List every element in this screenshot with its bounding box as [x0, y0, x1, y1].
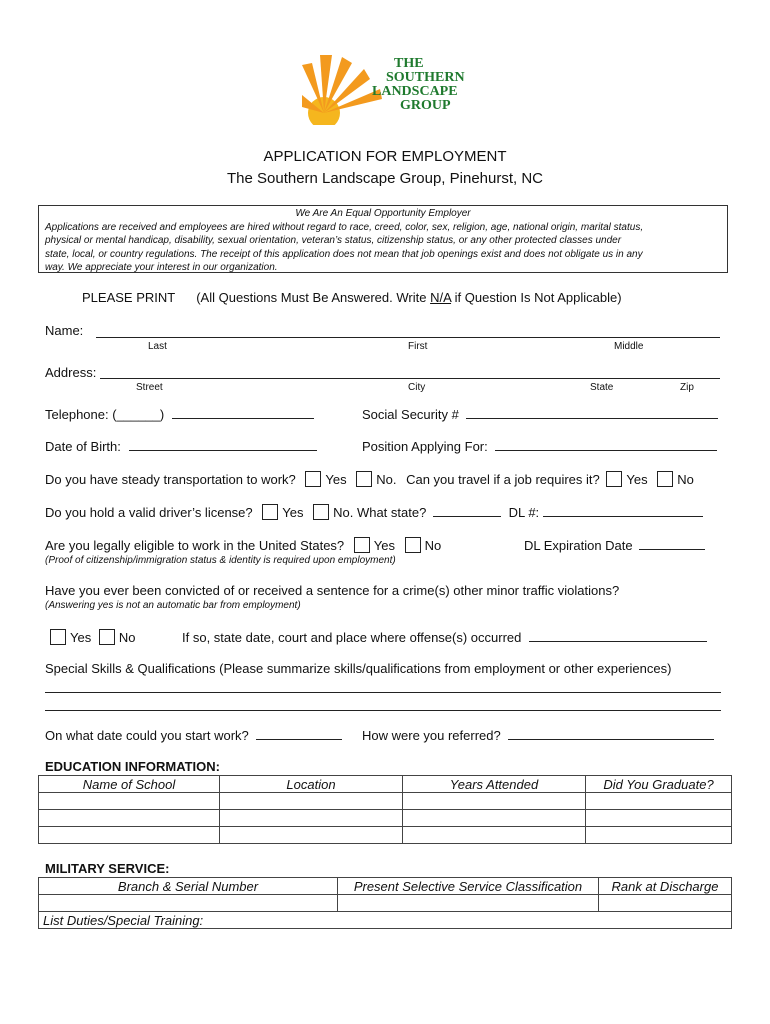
eeo-notice-line: Applications are received and employees are hired without regard to race, creed, color, sex, religion, age, national origin, marital status,: [45, 221, 644, 233]
table-cell[interactable]: [220, 827, 403, 844]
education-header-location: Location: [220, 776, 403, 793]
eligible-question: Are you legally eligible to work in the United States?: [45, 538, 345, 553]
license-state-field[interactable]: [433, 504, 501, 517]
license-yes-checkbox[interactable]: [262, 504, 278, 520]
table-row: [39, 912, 732, 929]
please-print-label: PLEASE PRINT: [82, 290, 175, 305]
table-cell[interactable]: [586, 827, 732, 844]
table-cell[interactable]: [39, 827, 220, 844]
travel-yes-label: Yes: [626, 472, 648, 487]
dob-label: Date of Birth:: [45, 439, 121, 454]
logo-text-southern: SOUTHERN: [386, 70, 465, 85]
eeo-notice-line: state, local, or country regulations. The receipt of this application does not mean that job openings exist and does not obligate us in any: [45, 248, 643, 260]
military-header-branch: Branch & Serial Number: [39, 878, 338, 895]
address-zip-caption: Zip: [680, 382, 694, 393]
dl-number-label: DL #:: [508, 505, 540, 520]
skills-label: Special Skills & Qualifications (Please summarize skills/qualifications from employment or other experiences): [45, 661, 672, 676]
page-subtitle: The Southern Landscape Group, Pinehurst, NC: [226, 170, 544, 187]
conviction-no-checkbox[interactable]: [99, 629, 115, 645]
transport-question: Do you have steady transportation to work?: [45, 472, 296, 487]
education-header-school: Name of School: [39, 776, 220, 793]
travel-question: Can you travel if a job requires it?: [406, 472, 600, 487]
position-field[interactable]: [495, 438, 717, 451]
dl-expiration-field[interactable]: [639, 537, 705, 550]
eeo-notice-title: We Are An Equal Opportunity Employer: [295, 208, 471, 219]
military-duties-cell[interactable]: [39, 912, 732, 929]
table-row: [39, 895, 732, 912]
company-logo: [302, 55, 470, 125]
transport-yes-checkbox[interactable]: [305, 471, 321, 487]
military-header-rank: Rank at Discharge: [599, 878, 732, 895]
table-cell[interactable]: [586, 810, 732, 827]
education-table: [38, 775, 732, 844]
transport-no-checkbox[interactable]: [356, 471, 372, 487]
skills-field-line-1[interactable]: [45, 692, 721, 693]
eligible-no-label: No: [424, 538, 442, 553]
eligible-yes-checkbox[interactable]: [354, 537, 370, 553]
address-city-caption: City: [408, 382, 426, 393]
referred-field[interactable]: [508, 727, 714, 740]
referred-label: How were you referred?: [362, 728, 501, 743]
conviction-yes-label: Yes: [70, 630, 92, 645]
address-state-caption: State: [590, 382, 614, 393]
conviction-question: Have you ever been convicted of or received a sentence for a crime(s) other minor traffic violations?: [45, 583, 620, 598]
eeo-notice-line: physical or mental handicap, disability, sexual orientation, veteran’s status, citizenship status, or any other protected classes under: [45, 235, 622, 246]
logo-text-the: THE: [394, 56, 424, 71]
transport-no-label: No.: [376, 472, 397, 487]
table-cell[interactable]: [39, 810, 220, 827]
dob-field[interactable]: [129, 438, 317, 451]
military-duties-label: List Duties/Special Training:: [43, 912, 204, 928]
name-label: Name:: [45, 323, 84, 338]
name-field[interactable]: [96, 337, 720, 338]
table-cell[interactable]: [403, 827, 586, 844]
table-cell[interactable]: [39, 793, 220, 810]
conviction-no-label: No: [118, 630, 136, 645]
address-field[interactable]: [100, 378, 720, 379]
military-title: MILITARY SERVICE:: [45, 861, 170, 876]
dl-number-field[interactable]: [543, 504, 703, 517]
conviction-yes-checkbox[interactable]: [50, 629, 66, 645]
table-cell[interactable]: [403, 810, 586, 827]
education-title: EDUCATION INFORMATION:: [45, 759, 220, 774]
eligible-no-checkbox[interactable]: [405, 537, 421, 553]
eligible-yes-label: Yes: [373, 538, 396, 553]
table-cell[interactable]: [586, 793, 732, 810]
address-label: Address:: [45, 365, 97, 380]
table-row: [39, 827, 732, 844]
table-cell[interactable]: [338, 895, 599, 912]
transport-yes-label: Yes: [325, 472, 347, 487]
table-row: [39, 793, 732, 810]
name-last-caption: Last: [148, 341, 167, 352]
military-header-classification: Present Selective Service Classification: [338, 878, 599, 895]
travel-no-checkbox[interactable]: [657, 471, 673, 487]
table-cell[interactable]: [39, 895, 338, 912]
telephone-label: Telephone: (______): [45, 407, 165, 422]
position-label: Position Applying For:: [362, 439, 488, 454]
license-question: Do you hold a valid driver’s license?: [45, 505, 253, 520]
ssn-field[interactable]: [466, 406, 718, 419]
education-header-graduate: Did You Graduate?: [586, 776, 732, 793]
name-first-caption: First: [408, 341, 428, 352]
license-no-checkbox[interactable]: [313, 504, 329, 520]
education-header-years: Years Attended: [403, 776, 586, 793]
license-state-label: No. What state?: [333, 505, 427, 520]
military-table: [38, 877, 732, 929]
logo-text-group: GROUP: [400, 98, 451, 113]
travel-yes-checkbox[interactable]: [606, 471, 622, 487]
table-cell[interactable]: [220, 793, 403, 810]
table-cell[interactable]: [599, 895, 732, 912]
conviction-note: (Answering yes is not an automatic bar from employment): [45, 600, 301, 611]
ssn-label: Social Security #: [362, 407, 459, 422]
start-date-label: On what date could you start work?: [45, 728, 249, 743]
conviction-details-field[interactable]: [529, 629, 707, 642]
telephone-field[interactable]: [172, 406, 314, 419]
travel-no-label: No: [677, 472, 694, 487]
page-title: APPLICATION FOR EMPLOYMENT: [263, 148, 507, 165]
instructions: [82, 290, 622, 305]
instructions-rule: (All Questions Must Be Answered. Write N/A if Question Is Not Applicable): [196, 290, 622, 305]
eeo-notice-box: [38, 205, 728, 273]
logo-text-landscape: LANDSCAPE: [372, 84, 458, 99]
table-cell[interactable]: [220, 810, 403, 827]
table-cell[interactable]: [403, 793, 586, 810]
conviction-details-label: If so, state date, court and place where offense(s) occurred: [182, 630, 522, 645]
name-middle-caption: Middle: [614, 341, 644, 352]
eligible-note: (Proof of citizenship/immigration status & identity is required upon employment): [45, 555, 396, 566]
license-yes-label: Yes: [282, 505, 304, 520]
table-row: [39, 810, 732, 827]
eeo-notice-line: way. We appreciate your interest in our organization.: [45, 262, 278, 273]
address-street-caption: Street: [136, 382, 163, 393]
start-date-field[interactable]: [256, 727, 342, 740]
skills-field-line-2[interactable]: [45, 710, 721, 711]
dl-expiration-label: DL Expiration Date: [524, 538, 633, 553]
